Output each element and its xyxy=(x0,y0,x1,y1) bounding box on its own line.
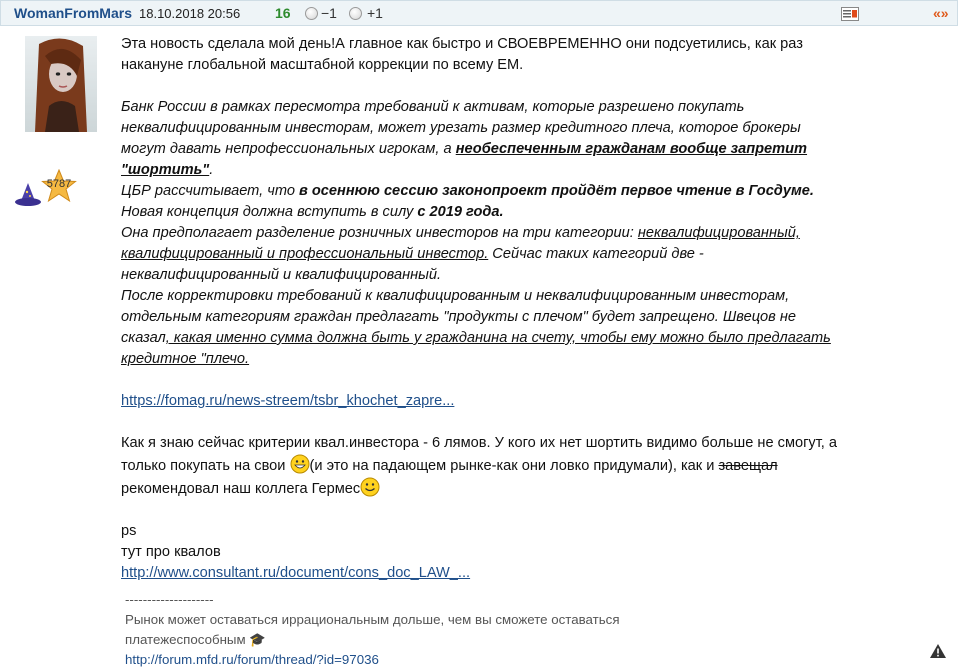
quote-paragraph: Банк России в рамках пересмотра требований к активам, которые разрешено покупать неквалифицированным инвесторам, может урезать размер кредитного плеча, которое брокеры могут давать непрофессиональных игрокам, а необеспеченным гражданам вообще запретит "шортить". xyxy=(121,99,808,178)
quote-paragraph: После корректировки требований к квалифицированным и неквалифицированным инвесторам, отдельным категориям граждан предлагать "продукты с плечом" будет запрещено. Швецов не сказал, какая именно сумма должна быть у гражданина на счету, чтобы ему можно было предлагать кредитное "плечо. xyxy=(121,288,831,367)
quote-button[interactable]: «» xyxy=(933,5,949,21)
signature-text: платежеспособным 🎓 xyxy=(125,632,266,647)
avatar[interactable] xyxy=(25,36,97,132)
post-ps-text: тут про квалов xyxy=(121,544,221,560)
post-paragraph: Как я знаю сейчас критерии квал.инвестора - 6 лямов. У кого их нет шортить видимо больше не смогут, а только покупать на свои (и это на падающем рынке-как они ловко придумали), как и завещал рекомендовал наш коллега Гермес xyxy=(121,435,838,497)
vote-minus-radio[interactable] xyxy=(305,7,318,20)
post-rating: 16 xyxy=(275,5,291,21)
signature-text: Рынок может оставаться иррациональным дольше, чем вы сможете оставаться xyxy=(125,612,620,627)
quote-paragraph: Она предполагает разделение розничных инвесторов на три категории: неквалифицированный, квалифицированный и профессиональный инвестор. Сейчас таких категорий две - неквалифицированный и квалифицированный. xyxy=(121,225,800,283)
quote-paragraph: ЦБР рассчитывает, что в осеннюю сессию законопроект пройдёт первое чтение в Госдуме. Новая концепция должна вступить в силу с 2019 года. xyxy=(121,183,814,220)
report-icon[interactable] xyxy=(841,7,859,21)
post-body xyxy=(121,34,841,584)
post-date: 18.10.2018 20:56 xyxy=(139,6,241,21)
wizard-hat-icon xyxy=(13,181,43,211)
vote-minus-label: −1 xyxy=(321,5,337,21)
signature-divider: -------------------- xyxy=(125,592,214,607)
vote-plus-radio[interactable] xyxy=(349,7,362,20)
post-ps: ps xyxy=(121,523,137,539)
smiley-icon xyxy=(360,477,380,497)
signature-link[interactable]: http://forum.mfd.ru/forum/thread/?id=97036 xyxy=(125,652,379,667)
warning-icon[interactable] xyxy=(929,643,947,659)
post-paragraph: Эта новость сделала мой день!А главное как быстро и СВОЕВРЕМЕННО они подсуетились, как раз накануне глобальной масштабной коррекции по всему ЕМ. xyxy=(121,36,803,73)
star-count: 5787 xyxy=(46,178,72,190)
grin-smiley-icon xyxy=(290,454,310,474)
post-header xyxy=(0,0,958,26)
source-link[interactable]: https://fomag.ru/news-streem/tsbr_khochet_zapre... xyxy=(121,393,455,409)
signature xyxy=(125,590,620,670)
consultant-link[interactable]: http://www.consultant.ru/document/cons_doc_LAW_... xyxy=(121,565,471,581)
author-name[interactable]: WomanFromMars xyxy=(14,5,132,21)
vote-plus-label: +1 xyxy=(367,5,383,21)
user-panel xyxy=(0,27,108,667)
